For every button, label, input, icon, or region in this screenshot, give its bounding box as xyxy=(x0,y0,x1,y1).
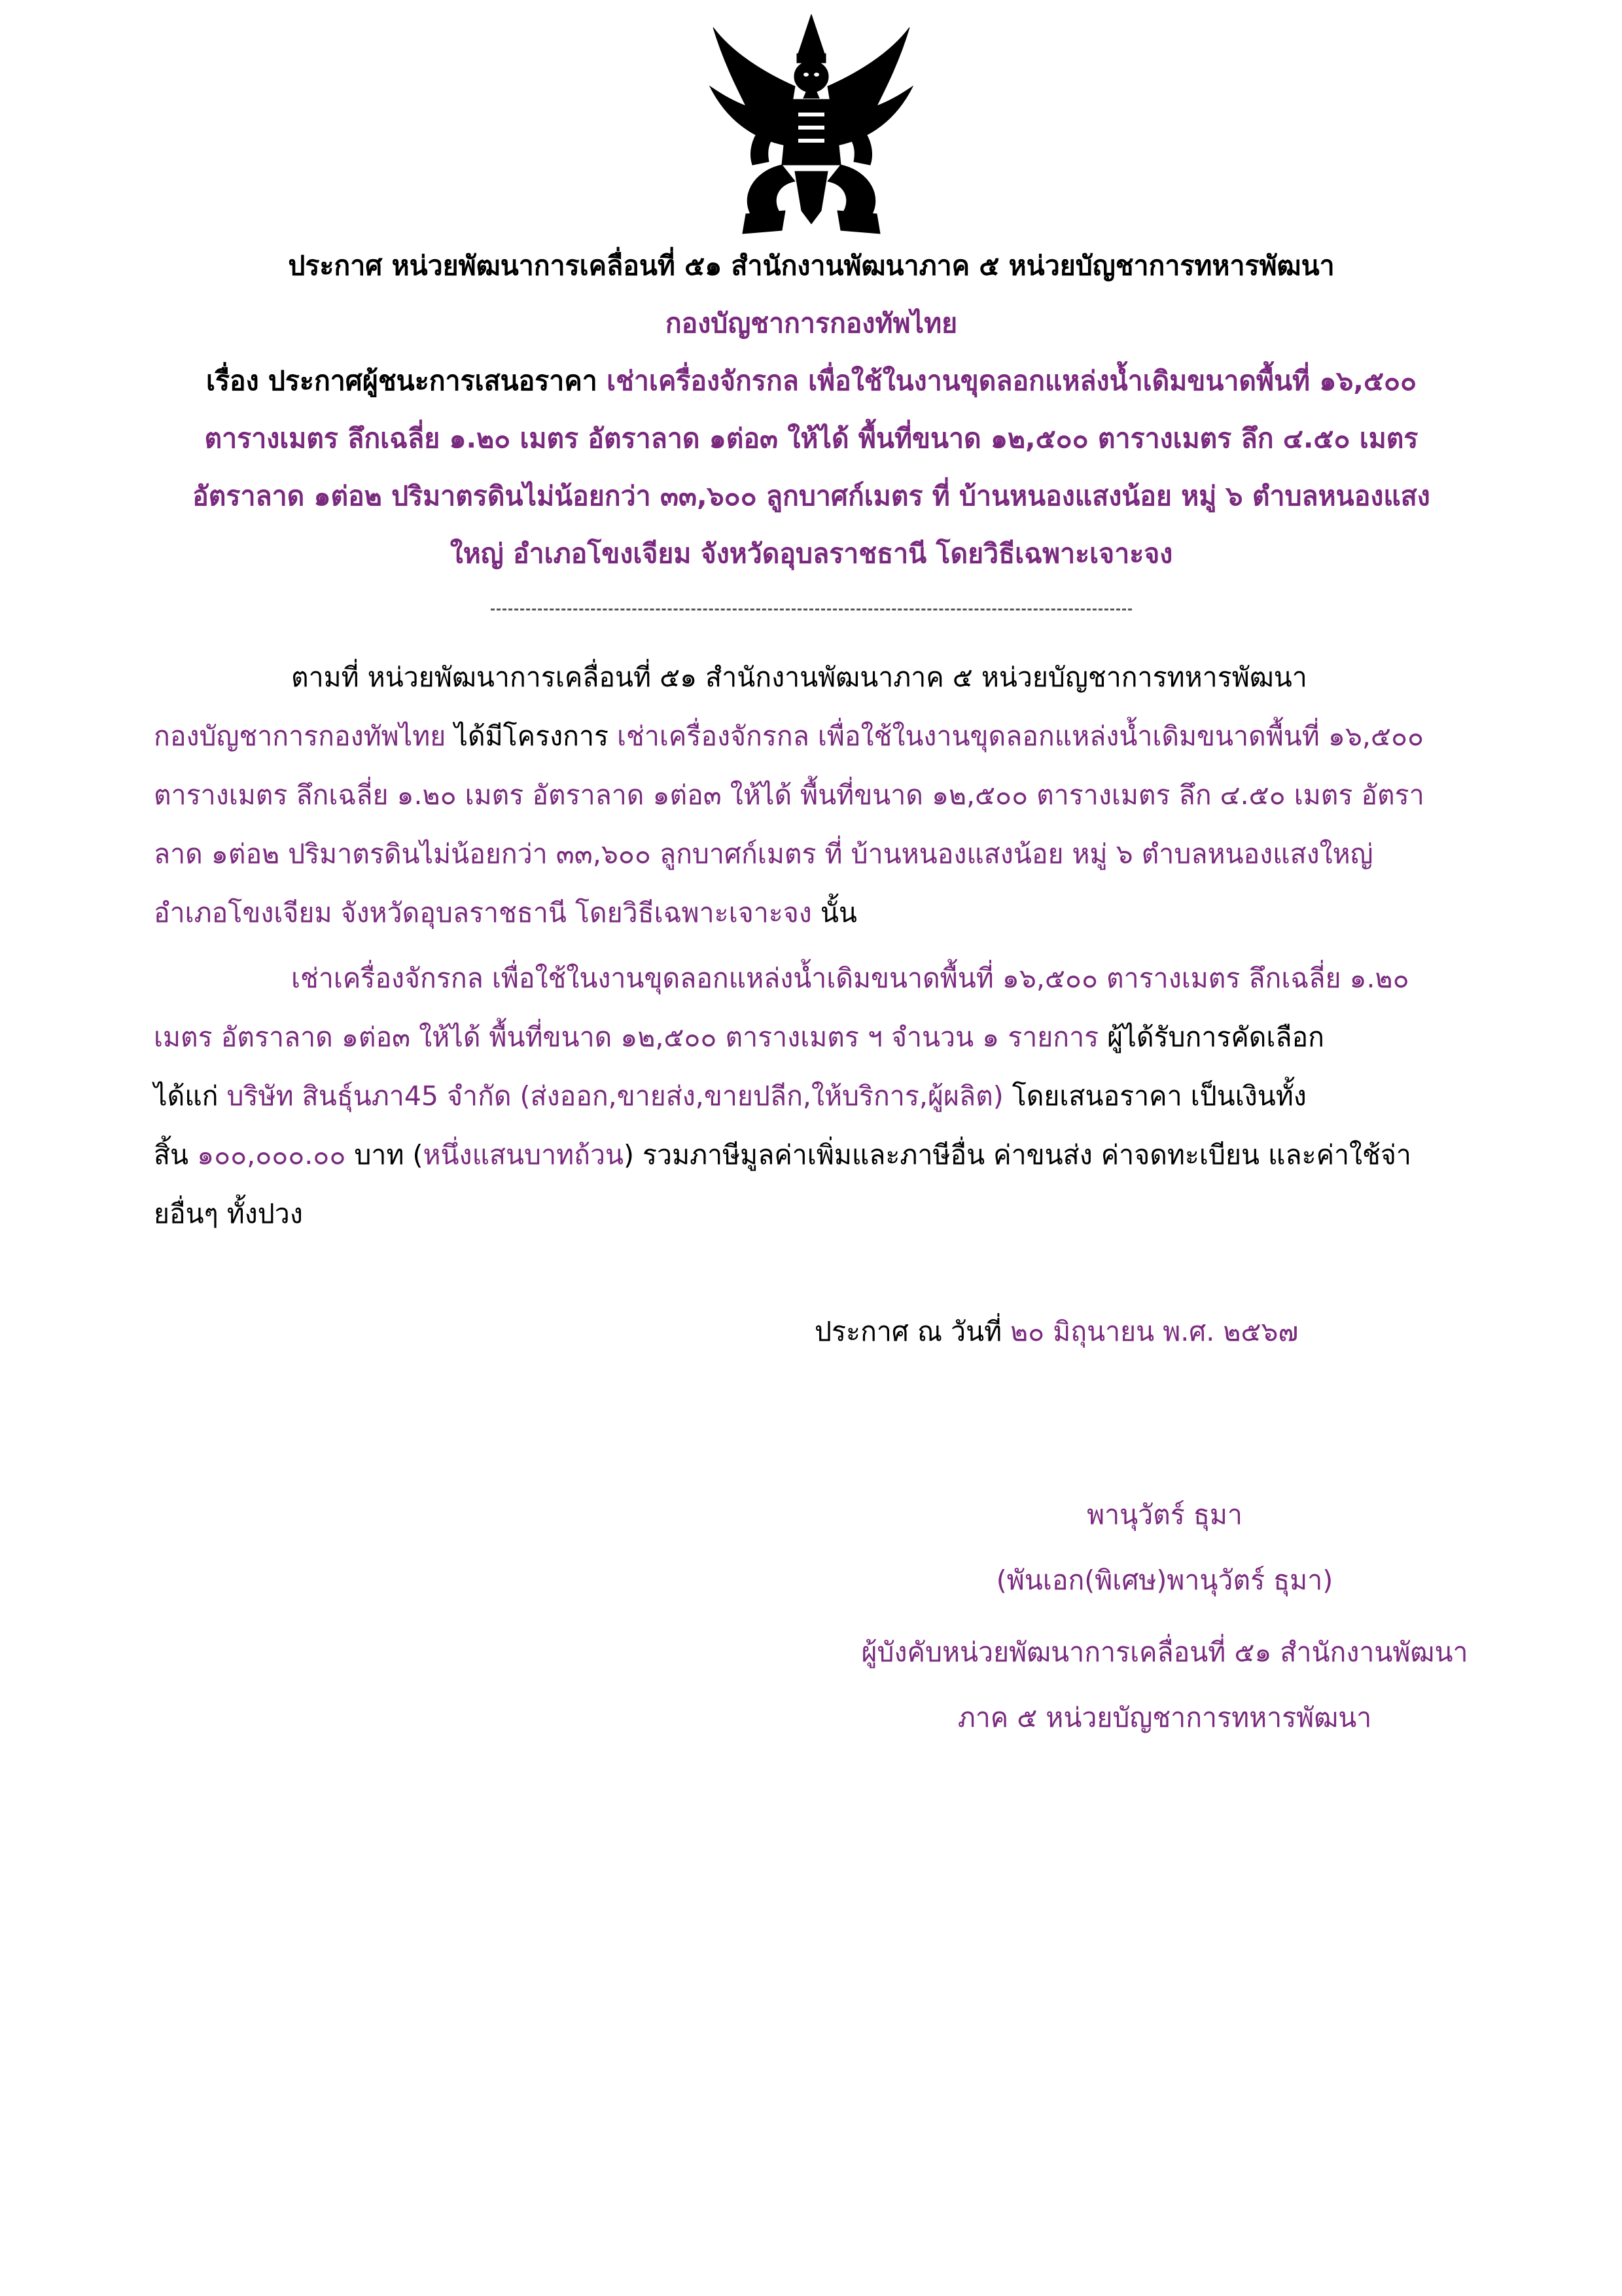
signature-rank-name: (พันเอก(พิเศษ)พานุวัตร์ ธุมา) xyxy=(996,1564,1333,1596)
signature-name: พานุวัตร์ ธุมา xyxy=(1087,1499,1243,1530)
paragraph1-line-2 xyxy=(154,710,1424,762)
announce-date-value: ๒๐ มิถุนายน พ.ศ. ๒๕๖๗ xyxy=(1010,1316,1299,1347)
paragraph2-line-3 xyxy=(154,1070,1307,1122)
header-subject-text: เช่าเครื่องจักรกล เพื่อใช้ในงานขุดลอกแหล่งน้ำเดิมขนาดพื้นที่ ๑๖,๕๐๐ xyxy=(607,365,1417,397)
price-inclusions: ) รวมภาษีมูลค่าเพิ่มและภาษีอื่น ค่าขนส่ง ค่าจดทะเบียน และค่าใช้จ่า xyxy=(624,1139,1411,1171)
total-label: สิ้น xyxy=(154,1139,198,1171)
paragraph2-line-5: ยอื่นๆ ทั้งปวง xyxy=(154,1198,303,1229)
header-subject-prefix: เรื่อง ประกาศผู้ชนะการเสนอราคา xyxy=(205,365,597,397)
paragraph2-line-1: เช่าเครื่องจักรกล เพื่อใช้ในงานขุดลอกแหล่งน้ำเดิมขนาดพื้นที่ ๑๖,๕๐๐ ตารางเมตร ลึกเฉลี่ย ๑.๒๐ xyxy=(291,963,1409,994)
header-line-4: ตารางเมตร ลึกเฉลี่ย ๑.๒๐ เมตร อัตราลาด ๑ต่อ๓ ให้ได้ พื้นที่ขนาด ๑๒,๕๐๐ ตารางเมตร ลึก ๔.๕๐ เมตร xyxy=(204,423,1419,454)
announce-date-prefix: ประกาศ ณ วันที่ xyxy=(815,1316,1011,1347)
paragraph1-line-3: ตารางเมตร ลึกเฉลี่ย ๑.๒๐ เมตร อัตราลาด ๑ต่อ๓ ให้ได้ พื้นที่ขนาด ๑๒,๕๐๐ ตารางเมตร ลึก ๔.๕๐ เมตร อัตรา xyxy=(154,779,1424,811)
paragraph1-line-5 xyxy=(154,887,857,939)
paragraph1-line-1: ตามที่ หน่วยพัฒนาการเคลื่อนที่ ๕๑ สำนักงานพัฒนาภาค ๕ หน่วยบัญชาการทหารพัฒนา xyxy=(291,662,1307,693)
paragraph1-line-4: ลาด ๑ต่อ๒ ปริมาตรดินไม่น้อยกว่า ๓๓,๖๐๐ ลูกบาศก์เมตร ที่ บ้านหนองแสงน้อย หมู่ ๖ ตำบลหนองแสงใหญ่ xyxy=(154,838,1373,870)
header-line-1: ประกาศ หน่วยพัฒนาการเคลื่อนที่ ๕๑ สำนักงานพัฒนาภาค ๕ หน่วยบัญชาการทหารพัฒนา xyxy=(288,250,1335,281)
header-line-6: ใหญ่ อำเภอโขงเจียม จังหวัดอุบลราชธานี โดยวิธีเฉพาะเจาะจง xyxy=(450,538,1173,569)
signature-position-2: ภาค ๕ หน่วยบัญชาการทหารพัฒนา xyxy=(957,1702,1372,1733)
signature-position-1: ผู้บังคับหน่วยพัฒนาการเคลื่อนที่ ๕๑ สำนักงานพัฒนา xyxy=(861,1636,1468,1668)
winner-company: บริษัท สินธุ์นภา45 จำกัด (ส่งออก,ขายส่ง,ขายปลีก,ให้บริการ,ผู้ผลิต) xyxy=(226,1080,1004,1112)
price-amount: ๑๐๐,๐๐๐.๐๐ xyxy=(197,1139,346,1171)
project-intro: ได้มีโครงการ xyxy=(446,720,618,752)
selected-label: ผู้ได้รับการคัดเลือก xyxy=(1099,1021,1324,1053)
price-intro: โดยเสนอราคา เป็นเงินทั้ง xyxy=(1003,1080,1307,1112)
currency-label: บาท ( xyxy=(345,1139,423,1171)
header-line-5: อัตราลาด ๑ต่อ๒ ปริมาตรดินไม่น้อยกว่า ๓๓,๖๐๐ ลูกบาศก์เมตร ที่ บ้านหนองแสงน้อย หมู่ ๖ ตำบลหนองแสง xyxy=(192,480,1430,512)
paragraph2-line-2 xyxy=(154,1011,1324,1063)
winner-intro: ได้แก่ xyxy=(154,1080,227,1112)
item-description: เมตร อัตราลาด ๑ต่อ๓ ให้ได้ พื้นที่ขนาด ๑๒,๕๐๐ ตารางเมตร ฯ จำนวน ๑ รายการ xyxy=(154,1021,1099,1053)
location-method: อำเภอโขงเจียม จังหวัดอุบลราชธานี โดยวิธีเฉพาะเจาะจง xyxy=(154,897,812,928)
garuda-emblem xyxy=(707,14,916,240)
separator-line xyxy=(491,609,1132,610)
header-line-3 xyxy=(150,352,1472,410)
project-title: เช่าเครื่องจักรกล เพื่อใช้ในงานขุดลอกแหล่งน้ำเดิมขนาดพื้นที่ ๑๖,๕๐๐ xyxy=(617,720,1424,752)
paragraph1-end: นั้น xyxy=(811,897,857,928)
price-in-words: หนึ่งแสนบาทถ้วน xyxy=(423,1139,624,1171)
announce-date xyxy=(815,1305,1298,1358)
organization-name: กองบัญชาการกองทัพไทย xyxy=(154,720,446,752)
paragraph2-line-4 xyxy=(154,1129,1411,1181)
header-line-2: กองบัญชาการกองทัพไทย xyxy=(665,308,958,339)
